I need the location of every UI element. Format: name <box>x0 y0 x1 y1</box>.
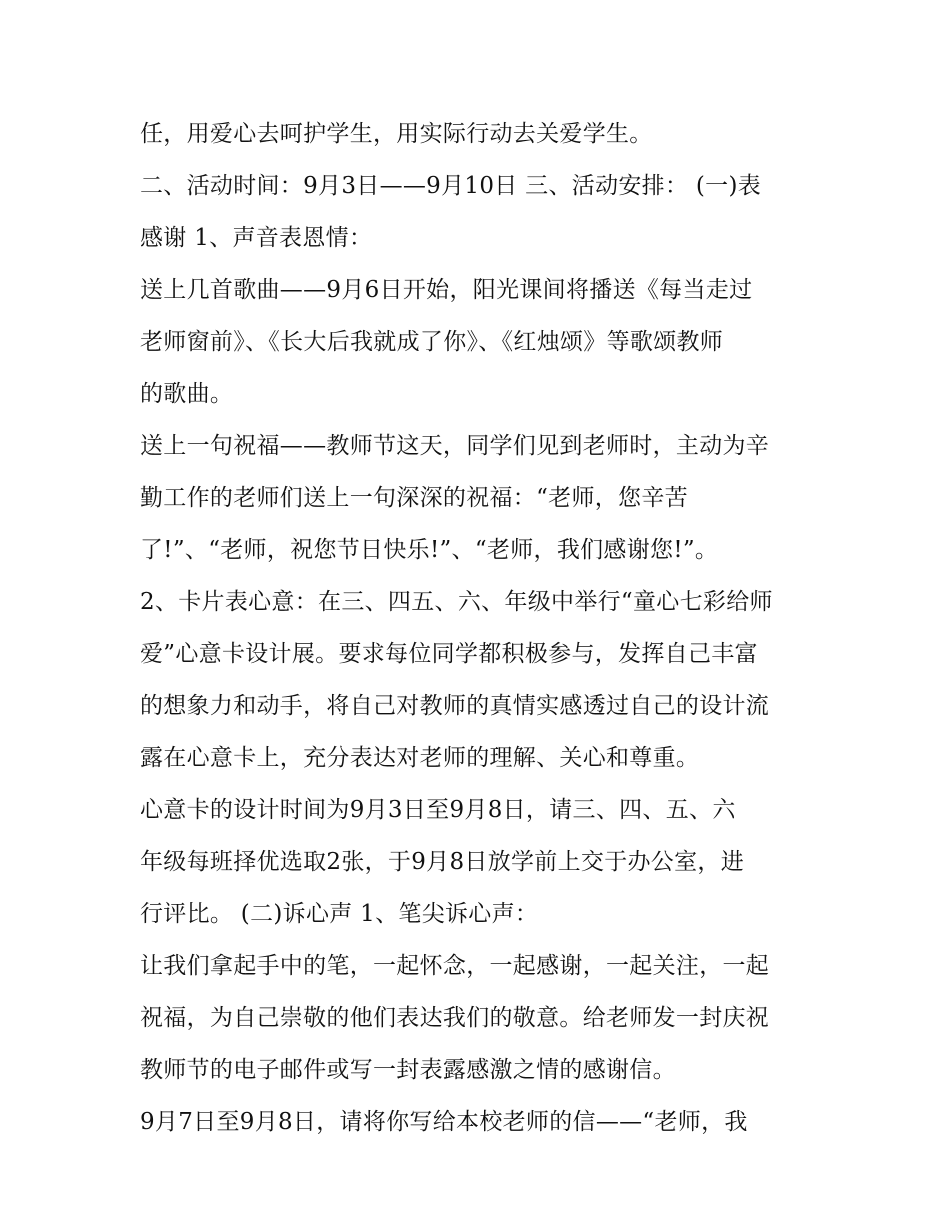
text-line: 勤工作的老师们送上一句深深的祝福：“老师，您辛苦 <box>140 485 688 511</box>
text-line: 教师节的电子邮件或写一封表露感激之情的感谢信。 <box>140 1057 676 1083</box>
text-line: 露在心意卡上，充分表达对老师的理解、关心和尊重。 <box>140 745 700 771</box>
text-line: 二、活动时间：9月3日——9月10日 三、活动安排： (一)表 <box>140 173 762 199</box>
text-line: 行评比。 (二)诉心声 1、笔尖诉心声： <box>140 901 539 927</box>
text-line: 了!”、“老师，祝您节日快乐!”、“老师，我们感谢您!”。 <box>140 537 719 563</box>
text-line: 让我们拿起手中的笔，一起怀念，一起感谢，一起关注，一起 <box>140 953 770 979</box>
body-text <box>140 108 820 1148</box>
text-line: 送上一句祝福——教师节这天，同学们见到老师时，主动为辛 <box>140 433 770 459</box>
text-line: 年级每班择优选取2张，于9月8日放学前上交于办公室，进 <box>140 849 744 875</box>
text-line: 祝福，为自己崇敬的他们表达我们的敬意。给老师发一封庆祝 <box>140 1005 770 1031</box>
text-line: 的想象力和动手，将自己对教师的真情实感透过自己的设计流 <box>140 693 770 719</box>
text-line: 的歌曲。 <box>140 381 234 407</box>
text-line: 心意卡的设计时间为9月3日至9月8日，请三、四、五、六 <box>140 797 736 823</box>
text-line: 送上几首歌曲——9月6日开始，阳光课间将播送《每当走过 <box>140 277 753 303</box>
text-line: 2、卡片表心意：在三、四五、六、年级中举行“童心七彩给师 <box>140 589 773 615</box>
text-line: 感谢 1、声音表恩情： <box>140 225 373 251</box>
text-line: 任，用爱心去呵护学生，用实际行动去关爱学生。 <box>140 121 653 147</box>
text-line: 老师窗前》、《长大后我就成了你》、《红烛颂》等歌颂教师 <box>140 329 724 355</box>
text-line: 爱”心意卡设计展。要求每位同学都积极参与，发挥自己丰富 <box>140 641 758 667</box>
text-line: 9月7日至9月8日，请将你写给本校老师的信——“老师，我 <box>140 1109 748 1135</box>
